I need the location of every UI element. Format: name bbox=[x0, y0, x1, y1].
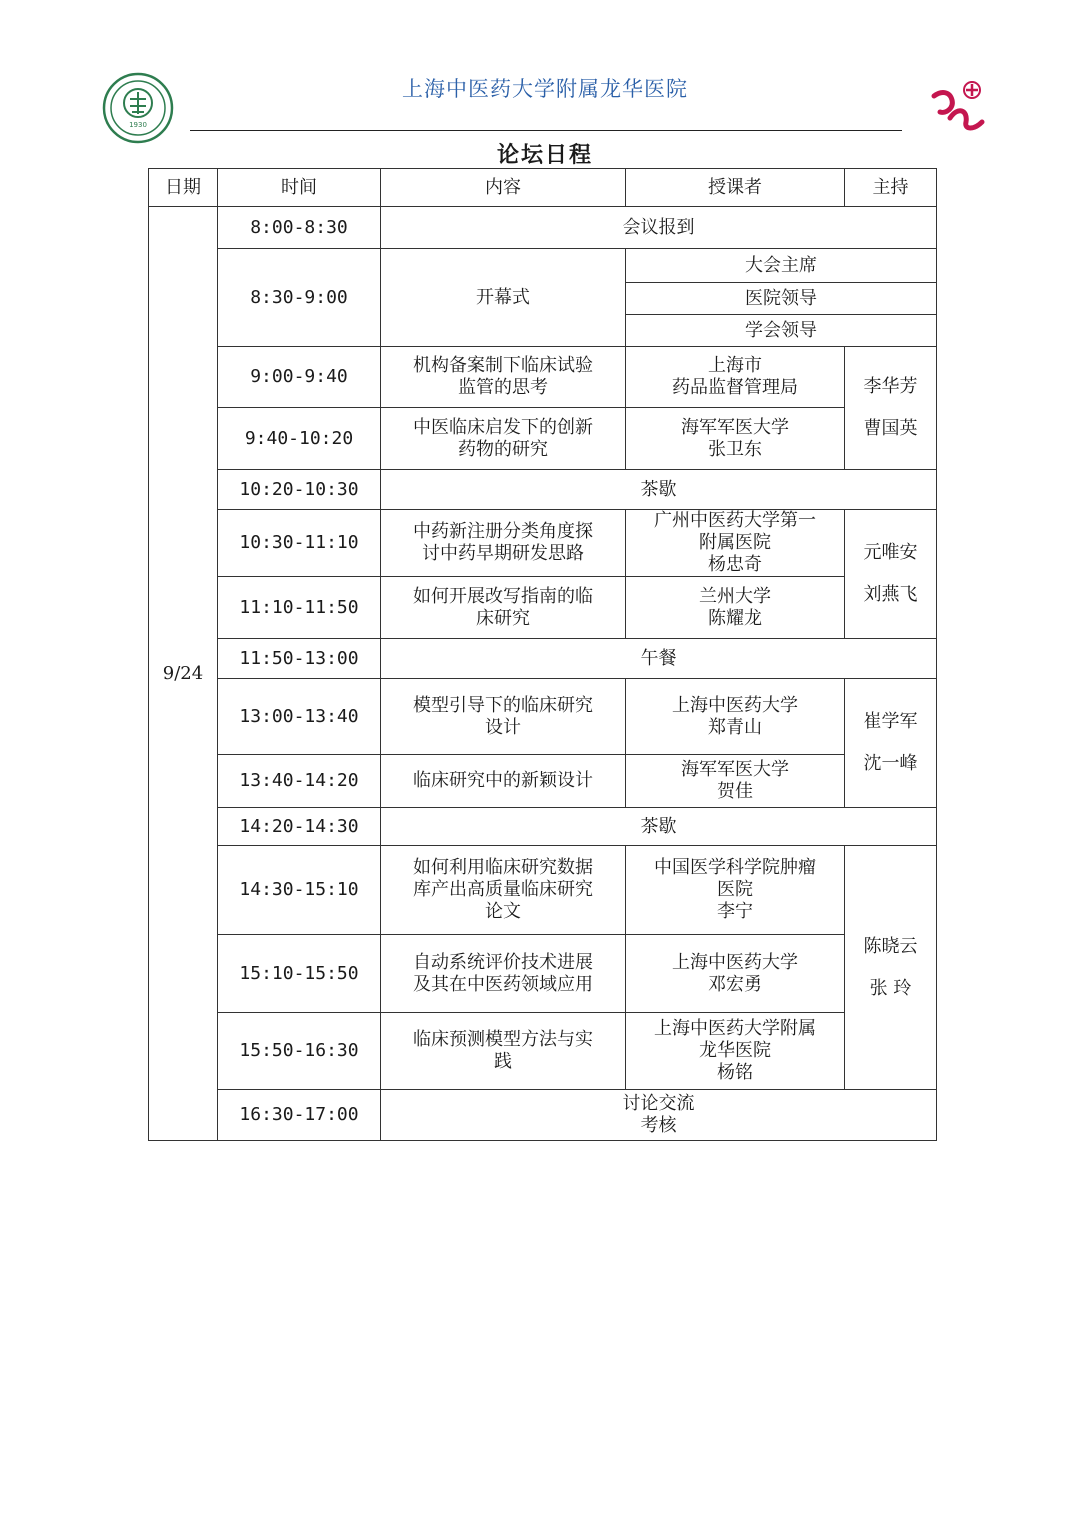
host-name: 曹国英 bbox=[863, 418, 918, 439]
speaker-cell bbox=[626, 510, 845, 577]
content-line: 午餐 bbox=[640, 647, 677, 669]
header-speaker: 授课者 bbox=[626, 169, 845, 207]
speaker-cell: 学会领导 bbox=[626, 315, 937, 347]
time-cell: 11:10-11:50 bbox=[218, 577, 381, 639]
header-date: 日期 bbox=[149, 169, 218, 207]
speaker-cell: 医院领导 bbox=[626, 283, 937, 315]
speaker-line: 上海市 bbox=[708, 355, 762, 376]
content-line: 茶歇 bbox=[640, 478, 677, 500]
header-content: 内容 bbox=[381, 169, 626, 207]
speaker-line: 附属医院 bbox=[699, 532, 771, 553]
time-cell: 15:10-15:50 bbox=[218, 935, 381, 1013]
content-cell bbox=[381, 935, 626, 1013]
time-cell: 15:50-16:30 bbox=[218, 1013, 381, 1090]
time-cell: 9:00-9:40 bbox=[218, 347, 381, 408]
time-cell: 13:00-13:40 bbox=[218, 679, 381, 755]
content-cell bbox=[381, 755, 626, 808]
schedule-table bbox=[148, 168, 937, 1141]
time-cell: 14:20-14:30 bbox=[218, 808, 381, 846]
speaker-line: 医院 bbox=[717, 879, 753, 900]
table-row bbox=[149, 408, 937, 470]
content-line: 考核 bbox=[640, 1115, 677, 1136]
time-cell: 11:50-13:00 bbox=[218, 639, 381, 679]
session-cell bbox=[381, 808, 937, 846]
speaker-line: 龙华医院 bbox=[699, 1040, 771, 1061]
host-cell bbox=[845, 679, 937, 808]
table-row bbox=[149, 347, 937, 408]
speaker-line: 海军军医大学 bbox=[681, 759, 789, 780]
time-cell: 16:30-17:00 bbox=[218, 1090, 381, 1141]
speaker-line: 药品监督管理局 bbox=[672, 377, 798, 398]
host-cell bbox=[845, 347, 937, 470]
content-line: 践 bbox=[494, 1051, 512, 1072]
table-row bbox=[149, 935, 937, 1013]
speaker-cell bbox=[626, 1013, 845, 1090]
content-line: 讨论交流 bbox=[622, 1093, 695, 1114]
table-row bbox=[149, 510, 937, 577]
host-name: 沈一峰 bbox=[863, 753, 918, 774]
content-line: 药物的研究 bbox=[458, 438, 548, 460]
content-line: 会议报到 bbox=[622, 216, 695, 238]
content-line: 库产出高质量临床研究 bbox=[413, 879, 593, 900]
content-cell bbox=[381, 679, 626, 755]
speaker-line: 李宁 bbox=[717, 901, 753, 922]
table-header-row bbox=[149, 169, 937, 207]
header-host: 主持 bbox=[845, 169, 937, 207]
speaker-line: 杨铭 bbox=[717, 1062, 753, 1083]
speaker-line: 广州中医药大学第一 bbox=[654, 510, 816, 531]
speaker-line: 上海中医药大学附属 bbox=[654, 1018, 816, 1039]
speaker-line: 上海中医药大学 bbox=[672, 694, 798, 716]
header-time: 时间 bbox=[218, 169, 381, 207]
time-cell: 14:30-15:10 bbox=[218, 846, 381, 935]
session-cell bbox=[381, 470, 937, 510]
content-line: 监管的思考 bbox=[458, 377, 548, 398]
content-line: 及其在中医药领域应用 bbox=[413, 973, 593, 995]
table-row bbox=[149, 577, 937, 639]
speaker-line: 邓宏勇 bbox=[708, 973, 762, 995]
host-name: 刘燕飞 bbox=[863, 584, 918, 605]
content-line: 中医临床启发下的创新 bbox=[413, 416, 593, 438]
content-cell bbox=[381, 249, 626, 347]
host-name: 李华芳 bbox=[863, 376, 918, 397]
table-row bbox=[149, 846, 937, 935]
table-row bbox=[149, 639, 937, 679]
document-title: 论坛日程 bbox=[496, 143, 593, 168]
content-line: 设计 bbox=[485, 716, 521, 738]
table-row bbox=[149, 249, 937, 283]
svg-text:1930: 1930 bbox=[129, 121, 147, 129]
header-divider bbox=[190, 130, 902, 131]
host-name: 崔学军 bbox=[863, 711, 918, 732]
host-name: 张 玲 bbox=[869, 977, 912, 999]
time-cell: 8:00-8:30 bbox=[218, 207, 381, 249]
time-cell: 9:40-10:20 bbox=[218, 408, 381, 470]
date-cell: 9/24 bbox=[149, 207, 218, 1141]
speaker-line: 陈耀龙 bbox=[708, 607, 762, 629]
speaker-cell bbox=[626, 935, 845, 1013]
content-line: 模型引导下的临床研究 bbox=[413, 694, 593, 716]
session-cell bbox=[381, 207, 937, 249]
content-line: 中药新注册分类角度探 bbox=[413, 521, 593, 542]
content-line: 临床预测模型方法与实 bbox=[413, 1029, 593, 1050]
session-cell bbox=[381, 1090, 937, 1141]
table-row bbox=[149, 679, 937, 755]
content-line: 如何开展改写指南的临 bbox=[413, 585, 593, 607]
content-line: 论文 bbox=[485, 901, 521, 922]
speaker-line: 中国医学科学院肿瘤 bbox=[654, 857, 816, 878]
speaker-cell bbox=[626, 679, 845, 755]
organization-title: 上海中医药大学附属龙华医院 bbox=[402, 77, 688, 101]
table-row bbox=[149, 755, 937, 808]
content-cell bbox=[381, 408, 626, 470]
time-cell: 8:30-9:00 bbox=[218, 249, 381, 347]
speaker-line: 杨忠奇 bbox=[708, 554, 762, 575]
host-name: 陈晓云 bbox=[863, 935, 918, 957]
content-cell bbox=[381, 1013, 626, 1090]
table-row bbox=[149, 808, 937, 846]
content-cell bbox=[381, 347, 626, 408]
table-row bbox=[149, 470, 937, 510]
speaker-line: 兰州大学 bbox=[699, 585, 771, 607]
content-line: 临床研究中的新颖设计 bbox=[413, 770, 593, 791]
host-cell bbox=[845, 846, 937, 1090]
time-cell: 10:20-10:30 bbox=[218, 470, 381, 510]
content-line: 机构备案制下临床试验 bbox=[413, 355, 593, 376]
speaker-cell bbox=[626, 846, 845, 935]
time-cell: 10:30-11:10 bbox=[218, 510, 381, 577]
time-cell: 13:40-14:20 bbox=[218, 755, 381, 808]
speaker-line: 张卫东 bbox=[708, 438, 762, 460]
speaker-line: 海军军医大学 bbox=[681, 416, 789, 438]
speaker-cell bbox=[626, 408, 845, 470]
speaker-cell bbox=[626, 347, 845, 408]
content-line: 床研究 bbox=[476, 607, 530, 629]
content-line: 茶歇 bbox=[640, 815, 677, 837]
host-cell bbox=[845, 510, 937, 639]
longhua-brand-logo bbox=[928, 72, 990, 134]
speaker-cell bbox=[626, 755, 845, 808]
speaker-line: 贺佳 bbox=[717, 781, 753, 802]
table-row bbox=[149, 207, 937, 249]
content-cell bbox=[381, 846, 626, 935]
session-cell bbox=[381, 639, 937, 679]
table-row bbox=[149, 1013, 937, 1090]
table-row bbox=[149, 1090, 937, 1141]
speaker-cell: 大会主席 bbox=[626, 249, 937, 283]
speaker-line: 郑青山 bbox=[708, 716, 762, 738]
speaker-line: 上海中医药大学 bbox=[672, 951, 798, 973]
hospital-seal-logo bbox=[102, 72, 174, 144]
content-line: 讨中药早期研发思路 bbox=[422, 543, 584, 564]
content-line: 如何利用临床研究数据 bbox=[413, 857, 593, 878]
speaker-cell bbox=[626, 577, 845, 639]
content-cell bbox=[381, 577, 626, 639]
content-line: 开幕式 bbox=[476, 286, 530, 308]
content-cell bbox=[381, 510, 626, 577]
content-line: 自动系统评价技术进展 bbox=[413, 951, 593, 973]
host-name: 元唯安 bbox=[863, 542, 918, 563]
